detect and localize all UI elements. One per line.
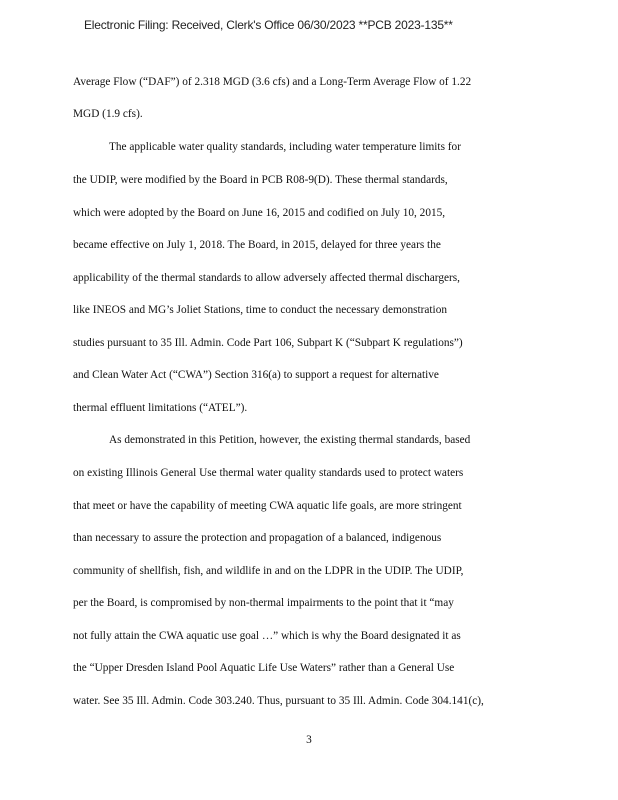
body-line-17: per the Board, is compromised by non-thermal impairments to the point that it “may <box>73 597 454 609</box>
body-line-14: that meet or have the capability of meeting CWA aquatic life goals, are more stringent <box>73 500 462 512</box>
body-line-12: As demonstrated in this Petition, however, the existing thermal standards, based <box>109 434 471 446</box>
body-line-13: on existing Illinois General Use thermal water quality standards used to protect waters <box>73 467 464 479</box>
body-line-16: community of shellfish, fish, and wildlife in and on the LDPR in the UDIP. The UDIP, <box>73 565 464 577</box>
body-line-5: which were adopted by the Board on June 16, 2015 and codified on July 10, 2015, <box>73 207 446 219</box>
body-line-2: MGD (1.9 cfs). <box>73 108 143 120</box>
body-line-15: than necessary to assure the protection and propagation of a balanced, indigenous <box>73 532 442 544</box>
body-line-20: water. See 35 Ill. Admin. Code 303.240. Thus, pursuant to 35 Ill. Admin. Code 304.141(c), <box>73 695 484 707</box>
body-line-7: applicability of the thermal standards to allow adversely affected thermal dischargers, <box>73 272 460 284</box>
body-line-11: thermal effluent limitations (“ATEL”). <box>73 402 248 414</box>
body-line-6: became effective on July 1, 2018. The Board, in 2015, delayed for three years the <box>73 239 441 251</box>
body-line-19: the “Upper Dresden Island Pool Aquatic Life Use Waters” rather than a General Use <box>73 662 455 674</box>
body-line-18: not fully attain the CWA aquatic use goal …” which is why the Board designated it as <box>73 630 461 642</box>
body-line-10: and Clean Water Act (“CWA”) Section 316(a) to support a request for alternative <box>73 369 439 381</box>
filing-stamp-header: Electronic Filing: Received, Clerk's Office 06/30/2023 **PCB 2023-135** <box>84 18 453 32</box>
body-line-8: like INEOS and MG’s Joliet Stations, time to conduct the necessary demonstration <box>73 304 447 316</box>
body-line-9: studies pursuant to 35 Ill. Admin. Code Part 106, Subpart K (“Subpart K regulations”) <box>73 337 463 349</box>
body-line-1: Average Flow (“DAF”) of 2.318 MGD (3.6 cfs) and a Long-Term Average Flow of 1.22 <box>73 76 472 88</box>
page-number: 3 <box>306 734 312 746</box>
body-line-3: The applicable water quality standards, including water temperature limits for <box>109 141 461 153</box>
body-line-4: the UDIP, were modified by the Board in PCB R08-9(D). These thermal standards, <box>73 174 448 186</box>
